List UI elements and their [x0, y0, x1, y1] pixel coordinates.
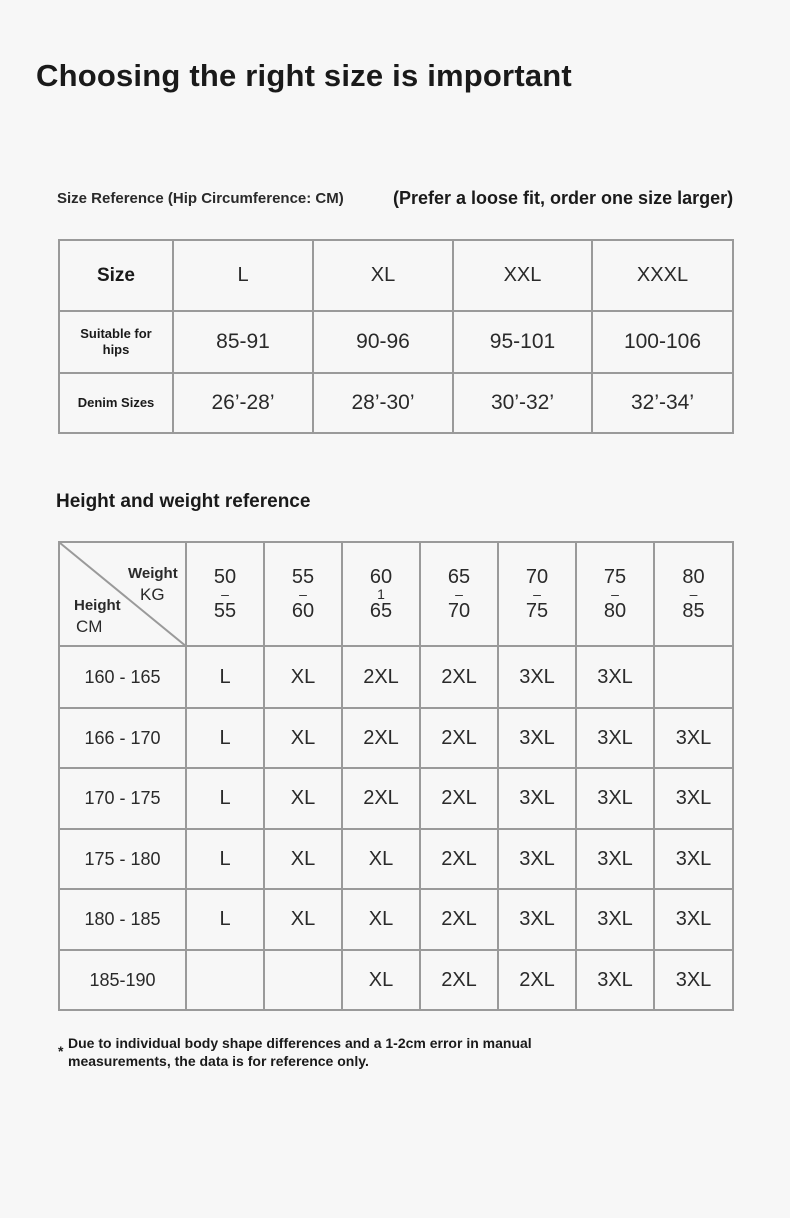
height-cell: 166 - 170: [59, 708, 186, 768]
cm-unit-label: CM: [76, 617, 103, 636]
asterisk-icon: *: [58, 1043, 64, 1059]
size-cell: 2XL: [420, 708, 498, 768]
size-cell: 2XL: [420, 646, 498, 708]
height-cell: 180 - 185: [59, 889, 186, 950]
hips-cell: 90-96: [313, 311, 453, 373]
table-row: [59, 646, 733, 708]
size-cell: XL: [264, 829, 342, 889]
size-header-cell: L: [173, 240, 313, 311]
table-row: [59, 889, 733, 950]
weight-header-cell: 50 – 55: [186, 542, 264, 646]
size-cell: 2XL: [342, 768, 420, 829]
size-cell: 2XL: [420, 889, 498, 950]
size-cell: 3XL: [654, 768, 733, 829]
weight-axis-label: Weight: [128, 565, 178, 582]
hips-cell: 95-101: [453, 311, 592, 373]
denim-row: [59, 373, 733, 433]
table-row: [59, 950, 733, 1010]
weight-header-cell: 75 – 80: [576, 542, 654, 646]
size-cell: 3XL: [576, 768, 654, 829]
size-cell: 2XL: [342, 708, 420, 768]
size-cell: L: [186, 829, 264, 889]
size-header-label: Size: [59, 240, 173, 311]
size-cell: 2XL: [420, 950, 498, 1010]
table-row: [59, 768, 733, 829]
hips-row: [59, 311, 733, 373]
weight-header-row: [59, 542, 733, 646]
weight-header-cell: 60 1 65: [342, 542, 420, 646]
size-cell: 3XL: [654, 829, 733, 889]
weight-header-cell: 70 – 75: [498, 542, 576, 646]
size-cell: L: [186, 889, 264, 950]
size-cell: 3XL: [654, 708, 733, 768]
size-cell: XL: [264, 889, 342, 950]
loose-fit-note: (Prefer a loose fit, order one size larger): [393, 188, 734, 208]
size-cell: L: [186, 768, 264, 829]
kg-unit-label: KG: [140, 585, 165, 604]
hips-cell: 85-91: [173, 311, 313, 373]
size-cell: XL: [342, 829, 420, 889]
denim-cell: 26’-28’: [173, 373, 313, 433]
size-cell: 2XL: [420, 768, 498, 829]
size-cell: 3XL: [498, 646, 576, 708]
size-cell: XL: [264, 768, 342, 829]
size-cell: XL: [264, 708, 342, 768]
size-cell: XL: [342, 889, 420, 950]
weight-header-cell: 55 – 60: [264, 542, 342, 646]
size-header-row: [59, 240, 733, 311]
disclaimer-text: Due to individual body shape differences and a 1-2cm error in manual measurements, the data is for reference only.: [68, 1035, 532, 1069]
size-cell: 2XL: [342, 646, 420, 708]
size-cell: L: [186, 646, 264, 708]
size-cell: [654, 646, 733, 708]
size-cell: 3XL: [576, 829, 654, 889]
size-cell: 3XL: [498, 708, 576, 768]
size-reference-label: Size Reference (Hip Circumference: CM): [57, 190, 344, 207]
size-cell: XL: [342, 950, 420, 1010]
size-cell: [186, 950, 264, 1010]
size-header-cell: XL: [313, 240, 453, 311]
denim-cell: 28’-30’: [313, 373, 453, 433]
size-header-cell: XXXL: [592, 240, 733, 311]
hips-cell: 100-106: [592, 311, 733, 373]
height-cell: 170 - 175: [59, 768, 186, 829]
height-cell: 185-190: [59, 950, 186, 1010]
size-cell: [264, 950, 342, 1010]
size-cell: 3XL: [576, 646, 654, 708]
hips-row-label: Suitable for hips: [59, 311, 173, 373]
height-weight-label: Height and weight reference: [56, 491, 311, 512]
height-weight-table: [58, 541, 734, 1011]
size-cell: XL: [264, 646, 342, 708]
page-title: Choosing the right size is important: [36, 58, 572, 93]
height-cell: 175 - 180: [59, 829, 186, 889]
table-row: [59, 829, 733, 889]
denim-row-label: Denim Sizes: [59, 373, 173, 433]
size-cell: 3XL: [576, 950, 654, 1010]
size-cell: 3XL: [654, 889, 733, 950]
size-cell: 2XL: [498, 950, 576, 1010]
size-cell: L: [186, 708, 264, 768]
height-cell: 160 - 165: [59, 646, 186, 708]
size-cell: 3XL: [498, 768, 576, 829]
height-axis-label: Height: [74, 597, 121, 614]
size-cell: 3XL: [576, 708, 654, 768]
denim-cell: 30’-32’: [453, 373, 592, 433]
weight-header-cell: 80 – 85: [654, 542, 733, 646]
size-cell: 3XL: [498, 889, 576, 950]
weight-header-cell: 65 – 70: [420, 542, 498, 646]
size-header-cell: XXL: [453, 240, 592, 311]
size-cell: 3XL: [654, 950, 733, 1010]
size-cell: 2XL: [420, 829, 498, 889]
denim-cell: 32’-34’: [592, 373, 733, 433]
table-row: [59, 708, 733, 768]
size-reference-table: [58, 239, 734, 434]
disclaimer: [58, 1034, 588, 1070]
corner-header-cell: [59, 542, 186, 646]
size-cell: 3XL: [498, 829, 576, 889]
size-cell: 3XL: [576, 889, 654, 950]
